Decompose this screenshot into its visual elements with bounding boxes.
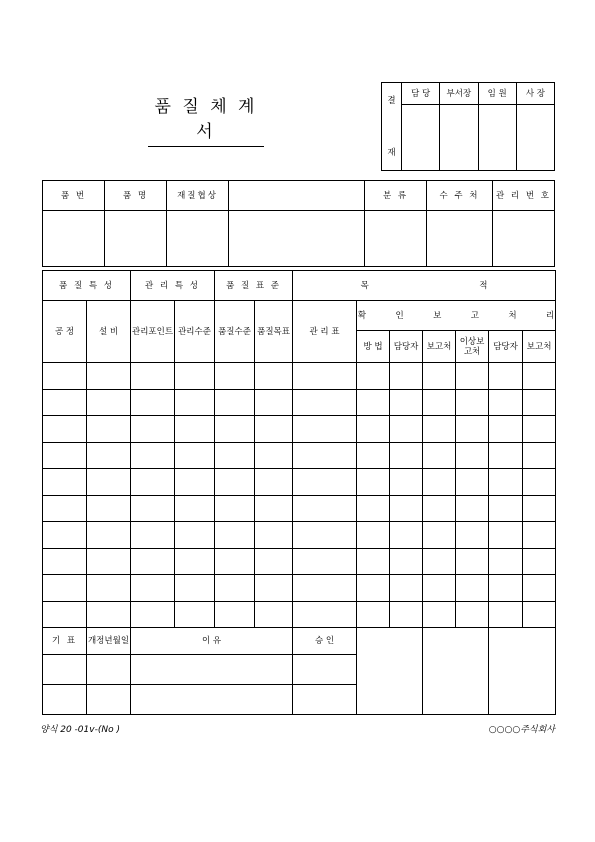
table-cell[interactable] bbox=[357, 389, 390, 416]
table-cell[interactable] bbox=[175, 522, 215, 549]
form-number: 양식 20 -01v-(No ) bbox=[40, 725, 120, 735]
col-method: 방 법 bbox=[357, 331, 390, 363]
col-control-level: 관리수준 bbox=[175, 301, 215, 363]
table-cell[interactable] bbox=[390, 389, 423, 416]
table-cell[interactable] bbox=[293, 469, 357, 496]
table-cell[interactable] bbox=[215, 442, 255, 469]
col-report-to-2: 보고처 bbox=[523, 331, 556, 363]
table-cell[interactable] bbox=[523, 495, 556, 522]
table-cell[interactable] bbox=[215, 495, 255, 522]
quality-standard-header: 품 질 표 준 bbox=[215, 271, 293, 301]
approval-header-dept-head: 부서장 bbox=[440, 83, 478, 105]
product-info-table bbox=[42, 180, 555, 267]
table-cell[interactable] bbox=[43, 389, 87, 416]
table-row bbox=[43, 495, 556, 522]
table-cell[interactable] bbox=[489, 442, 523, 469]
table-cell[interactable] bbox=[43, 495, 87, 522]
approval-header-executive: 임 원 bbox=[478, 83, 516, 105]
table-cell[interactable] bbox=[456, 389, 489, 416]
table-cell[interactable] bbox=[523, 469, 556, 496]
table-cell[interactable] bbox=[131, 389, 175, 416]
table-cell[interactable] bbox=[43, 442, 87, 469]
header-part-name: 품 명 bbox=[105, 181, 167, 211]
table-cell[interactable] bbox=[131, 363, 175, 390]
table-cell[interactable] bbox=[293, 601, 357, 628]
customer-field[interactable] bbox=[427, 211, 493, 267]
col-abnormal-report-to: 이상보고처 bbox=[456, 331, 489, 363]
table-cell[interactable] bbox=[255, 442, 293, 469]
document-title: 품 질 체 계 서 bbox=[148, 92, 264, 147]
table-cell[interactable] bbox=[523, 389, 556, 416]
table-cell[interactable] bbox=[215, 416, 255, 443]
approval-sign-president[interactable] bbox=[516, 105, 554, 171]
table-cell[interactable] bbox=[489, 469, 523, 496]
reason-label: 이 유 bbox=[131, 628, 293, 655]
table-cell[interactable] bbox=[175, 548, 215, 575]
table-cell[interactable] bbox=[357, 442, 390, 469]
table-cell[interactable] bbox=[175, 601, 215, 628]
table-cell[interactable] bbox=[423, 389, 456, 416]
table-cell[interactable] bbox=[215, 522, 255, 549]
table-cell[interactable] bbox=[87, 522, 131, 549]
table-cell[interactable] bbox=[357, 416, 390, 443]
table-cell[interactable] bbox=[255, 416, 293, 443]
table-cell[interactable] bbox=[131, 601, 175, 628]
remarks-cell[interactable] bbox=[43, 685, 87, 715]
approval-cell[interactable] bbox=[293, 655, 357, 685]
table-row bbox=[43, 601, 556, 628]
table-cell[interactable] bbox=[215, 548, 255, 575]
col-owner: 담당자 bbox=[390, 331, 423, 363]
company-name: ○○○○주식회사 bbox=[488, 725, 555, 735]
blank-field[interactable] bbox=[229, 211, 365, 267]
table-cell[interactable] bbox=[255, 389, 293, 416]
table-cell[interactable] bbox=[131, 575, 175, 602]
table-cell[interactable] bbox=[390, 548, 423, 575]
table-cell[interactable] bbox=[489, 416, 523, 443]
table-cell[interactable] bbox=[215, 389, 255, 416]
table-cell[interactable] bbox=[423, 575, 456, 602]
revision-date-cell[interactable] bbox=[87, 655, 131, 685]
header-customer: 수 주 처 bbox=[427, 181, 493, 211]
group-char: 인 bbox=[395, 310, 404, 321]
table-cell[interactable] bbox=[43, 469, 87, 496]
table-cell[interactable] bbox=[456, 495, 489, 522]
table-cell[interactable] bbox=[293, 389, 357, 416]
table-cell[interactable] bbox=[43, 548, 87, 575]
table-cell[interactable] bbox=[175, 495, 215, 522]
col-quality-target: 품질목표 bbox=[255, 301, 293, 363]
approval-side-bottom: 재 bbox=[387, 147, 396, 158]
col-control-point: 관리포인트 bbox=[131, 301, 175, 363]
table-cell[interactable] bbox=[423, 522, 456, 549]
header-material: 재질협상 bbox=[167, 181, 229, 211]
table-cell[interactable] bbox=[390, 575, 423, 602]
table-cell[interactable] bbox=[456, 469, 489, 496]
table-cell[interactable] bbox=[175, 469, 215, 496]
table-cell[interactable] bbox=[87, 442, 131, 469]
quality-system-table bbox=[42, 270, 556, 715]
table-cell[interactable] bbox=[175, 442, 215, 469]
table-cell[interactable] bbox=[215, 601, 255, 628]
group-char: 고 bbox=[470, 310, 480, 321]
table-cell[interactable] bbox=[523, 548, 556, 575]
table-row bbox=[43, 575, 556, 602]
col-quality-level: 품질수준 bbox=[215, 301, 255, 363]
reason-cell[interactable] bbox=[131, 655, 293, 685]
reason-cell[interactable] bbox=[131, 685, 293, 715]
table-cell[interactable] bbox=[390, 442, 423, 469]
table-cell[interactable] bbox=[523, 522, 556, 549]
table-cell[interactable] bbox=[489, 495, 523, 522]
table-cell[interactable] bbox=[131, 548, 175, 575]
group-char: 처 bbox=[508, 310, 517, 321]
table-cell[interactable] bbox=[456, 416, 489, 443]
table-cell[interactable] bbox=[255, 469, 293, 496]
revision-date-cell[interactable] bbox=[87, 685, 131, 715]
col-report-to: 보고처 bbox=[423, 331, 456, 363]
control-no-field[interactable] bbox=[493, 211, 555, 267]
table-cell[interactable] bbox=[43, 416, 87, 443]
table-cell[interactable] bbox=[390, 495, 423, 522]
table-cell[interactable] bbox=[255, 575, 293, 602]
approval-label: 승 인 bbox=[293, 628, 357, 655]
material-field[interactable] bbox=[167, 211, 229, 267]
table-row bbox=[43, 548, 556, 575]
table-cell[interactable] bbox=[357, 575, 390, 602]
header-control-no: 관 리 번 호 bbox=[493, 181, 555, 211]
table-cell[interactable] bbox=[293, 495, 357, 522]
col-equipment: 설 비 bbox=[87, 301, 131, 363]
category-field[interactable] bbox=[365, 211, 427, 267]
table-cell[interactable] bbox=[43, 522, 87, 549]
table-cell[interactable] bbox=[255, 548, 293, 575]
table-cell[interactable] bbox=[175, 363, 215, 390]
remarks-blank-1 bbox=[357, 628, 423, 715]
approval-sign-executive[interactable] bbox=[478, 105, 516, 171]
table-cell[interactable] bbox=[489, 389, 523, 416]
approval-sign-staff[interactable] bbox=[402, 105, 440, 171]
confirm-report-process-header bbox=[357, 301, 556, 331]
purpose-char-2: 적 bbox=[479, 280, 488, 291]
table-cell[interactable] bbox=[175, 416, 215, 443]
table-cell[interactable] bbox=[87, 548, 131, 575]
remarks-cell[interactable] bbox=[43, 655, 87, 685]
table-cell[interactable] bbox=[523, 575, 556, 602]
table-row bbox=[43, 363, 556, 390]
table-cell[interactable] bbox=[293, 363, 357, 390]
table-cell[interactable] bbox=[523, 363, 556, 390]
control-characteristic-header: 관 리 특 성 bbox=[131, 271, 215, 301]
table-row bbox=[43, 389, 556, 416]
table-cell[interactable] bbox=[489, 575, 523, 602]
col-process: 공 정 bbox=[43, 301, 87, 363]
table-cell[interactable] bbox=[390, 601, 423, 628]
table-cell[interactable] bbox=[255, 495, 293, 522]
table-row bbox=[43, 416, 556, 443]
header-category: 분 류 bbox=[365, 181, 427, 211]
table-cell[interactable] bbox=[423, 416, 456, 443]
table-cell[interactable] bbox=[456, 442, 489, 469]
table-cell[interactable] bbox=[131, 416, 175, 443]
remarks-label: 기 표 bbox=[43, 628, 87, 655]
table-cell[interactable] bbox=[43, 575, 87, 602]
table-cell[interactable] bbox=[131, 522, 175, 549]
purpose-header bbox=[293, 271, 556, 301]
table-cell[interactable] bbox=[255, 363, 293, 390]
header-blank bbox=[229, 181, 365, 211]
table-cell[interactable] bbox=[357, 363, 390, 390]
table-cell[interactable] bbox=[523, 601, 556, 628]
part-no-field[interactable] bbox=[43, 211, 105, 267]
table-cell[interactable] bbox=[456, 601, 489, 628]
remarks-blank-2 bbox=[423, 628, 489, 715]
table-cell[interactable] bbox=[423, 442, 456, 469]
remarks-blank-3 bbox=[489, 628, 556, 715]
table-cell[interactable] bbox=[293, 442, 357, 469]
table-cell[interactable] bbox=[293, 548, 357, 575]
approval-header-staff: 담 당 bbox=[402, 83, 440, 105]
table-cell[interactable] bbox=[357, 601, 390, 628]
table-cell[interactable] bbox=[255, 522, 293, 549]
table-cell[interactable] bbox=[215, 575, 255, 602]
approval-side-top: 결 bbox=[387, 95, 396, 106]
table-cell[interactable] bbox=[423, 495, 456, 522]
table-cell[interactable] bbox=[489, 363, 523, 390]
table-cell[interactable] bbox=[131, 442, 175, 469]
table-cell[interactable] bbox=[357, 548, 390, 575]
table-cell[interactable] bbox=[87, 416, 131, 443]
table-cell[interactable] bbox=[293, 575, 357, 602]
table-cell[interactable] bbox=[423, 363, 456, 390]
table-cell[interactable] bbox=[423, 601, 456, 628]
approval-sign-dept-head[interactable] bbox=[440, 105, 478, 171]
table-cell[interactable] bbox=[87, 601, 131, 628]
table-cell[interactable] bbox=[456, 363, 489, 390]
table-cell[interactable] bbox=[456, 522, 489, 549]
table-cell[interactable] bbox=[489, 522, 523, 549]
table-cell[interactable] bbox=[423, 469, 456, 496]
table-cell[interactable] bbox=[523, 442, 556, 469]
table-cell[interactable] bbox=[215, 363, 255, 390]
table-cell[interactable] bbox=[357, 495, 390, 522]
table-cell[interactable] bbox=[131, 495, 175, 522]
table-cell[interactable] bbox=[489, 548, 523, 575]
group-char: 확 bbox=[357, 310, 367, 321]
purpose-char-1: 목 bbox=[360, 280, 369, 291]
table-row bbox=[43, 469, 556, 496]
table-cell[interactable] bbox=[43, 363, 87, 390]
col-control-chart: 관 리 표 bbox=[293, 301, 357, 363]
approval-side-label bbox=[382, 83, 402, 171]
table-cell[interactable] bbox=[489, 601, 523, 628]
table-cell[interactable] bbox=[43, 601, 87, 628]
table-cell[interactable] bbox=[87, 363, 131, 390]
revision-date-label: 개정년월일 bbox=[87, 628, 131, 655]
table-cell[interactable] bbox=[456, 575, 489, 602]
table-cell[interactable] bbox=[175, 389, 215, 416]
table-cell[interactable] bbox=[523, 416, 556, 443]
table-cell[interactable] bbox=[357, 469, 390, 496]
table-cell[interactable] bbox=[390, 416, 423, 443]
approval-header-president: 사 장 bbox=[516, 83, 554, 105]
table-cell[interactable] bbox=[390, 363, 423, 390]
table-cell[interactable] bbox=[423, 548, 456, 575]
table-cell[interactable] bbox=[293, 416, 357, 443]
table-cell[interactable] bbox=[175, 575, 215, 602]
table-row bbox=[43, 522, 556, 549]
table-cell[interactable] bbox=[390, 522, 423, 549]
table-cell[interactable] bbox=[456, 548, 489, 575]
table-cell[interactable] bbox=[215, 469, 255, 496]
table-cell[interactable] bbox=[131, 469, 175, 496]
table-cell[interactable] bbox=[87, 389, 131, 416]
col-handler: 담당자 bbox=[489, 331, 523, 363]
table-cell[interactable] bbox=[293, 522, 357, 549]
group-char: 보 bbox=[433, 310, 442, 321]
table-cell[interactable] bbox=[87, 469, 131, 496]
header-part-no: 품 번 bbox=[43, 181, 105, 211]
quality-characteristic-header: 품 질 특 성 bbox=[43, 271, 131, 301]
table-cell[interactable] bbox=[390, 469, 423, 496]
table-cell[interactable] bbox=[87, 575, 131, 602]
approval-cell[interactable] bbox=[293, 685, 357, 715]
group-char: 리 bbox=[546, 310, 555, 321]
table-cell[interactable] bbox=[87, 495, 131, 522]
table-cell[interactable] bbox=[357, 522, 390, 549]
table-cell[interactable] bbox=[255, 601, 293, 628]
table-row bbox=[43, 442, 556, 469]
approval-box bbox=[381, 82, 555, 171]
part-name-field[interactable] bbox=[105, 211, 167, 267]
